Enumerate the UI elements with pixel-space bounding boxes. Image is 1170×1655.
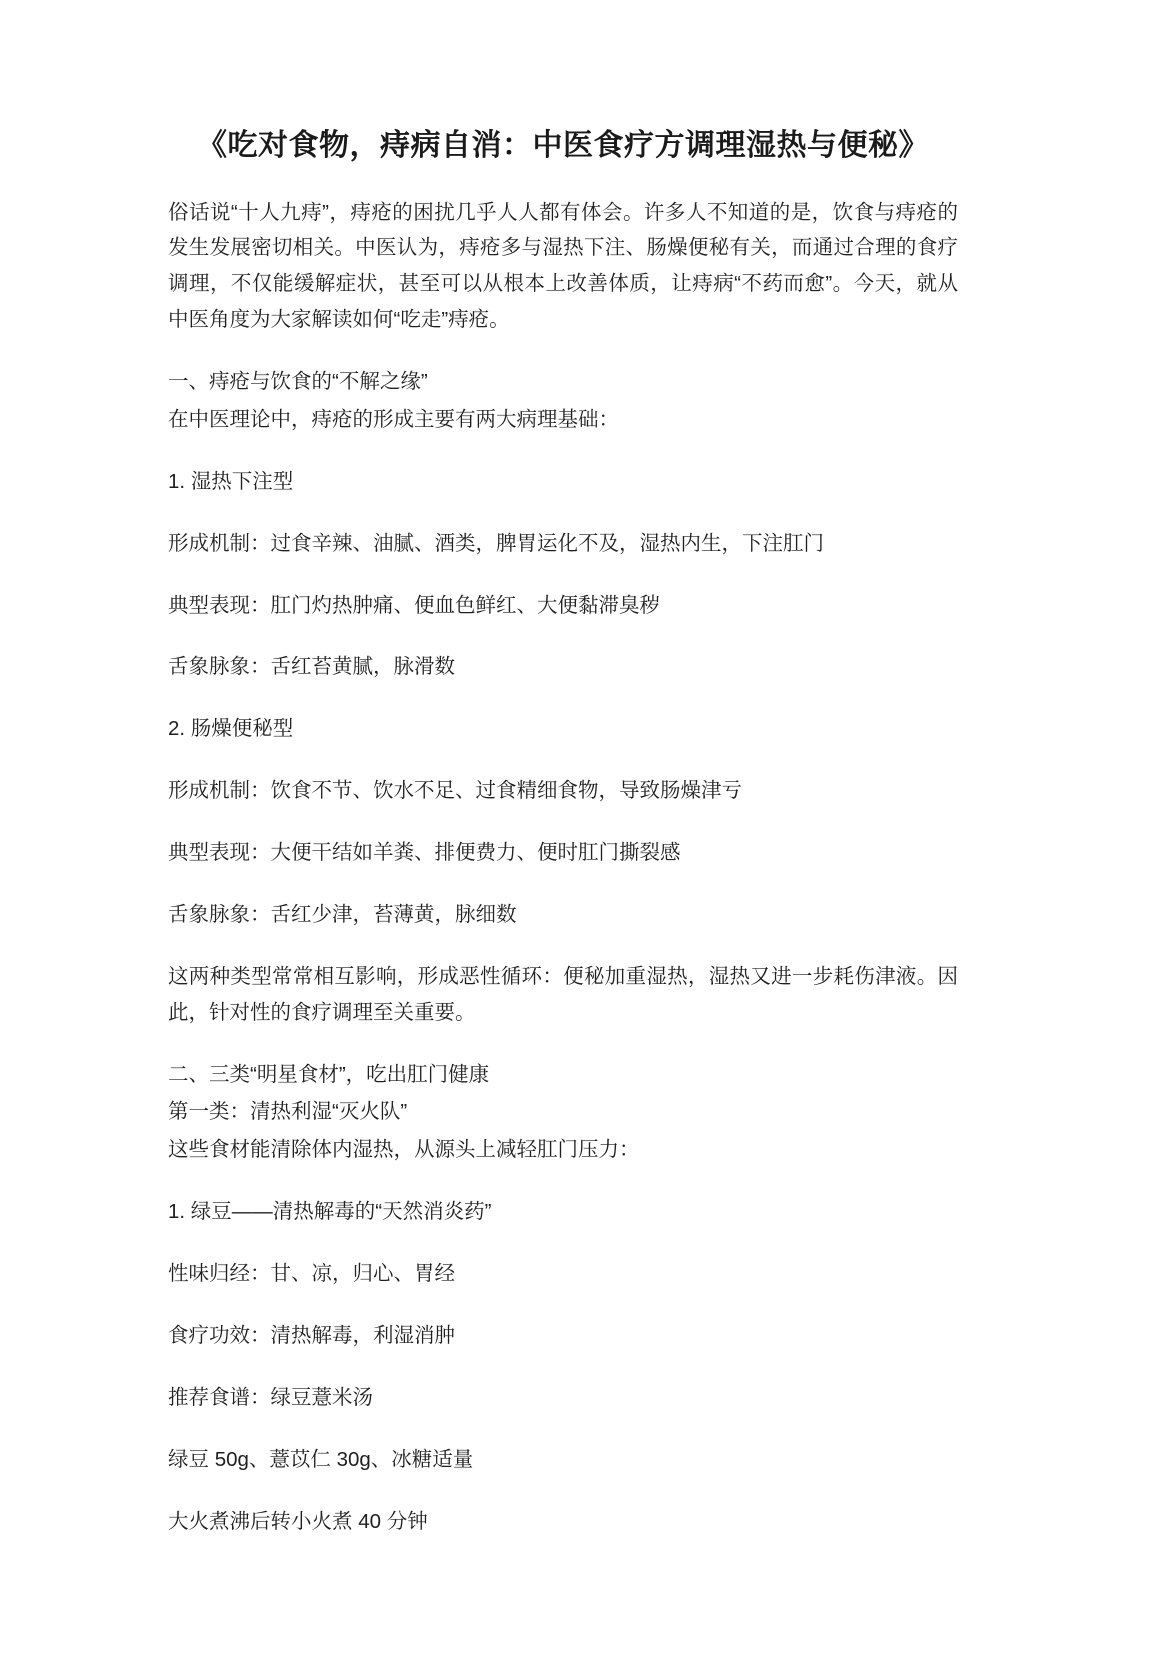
- paragraph-section-2-heading: 二、三类“明星食材”，吃出肛门健康: [168, 1062, 490, 1086]
- paragraph-section-1-lead: 在中医理论中，痔疮的形成主要有两大病理基础：: [168, 407, 619, 431]
- paragraph-section-2-sub1: 第一类：清热利湿“灭火队”: [168, 1100, 408, 1124]
- page-title: 《吃对食物，痔病自消：中医食疗方调理湿热与便秘》: [197, 129, 929, 162]
- paragraph-container: [168, 195, 958, 1540]
- paragraph-type-1-mechanism: 形成机制：过食辛辣、油腻、酒类，脾胃运化不及，湿热内生，下注肛门: [168, 531, 824, 555]
- paragraph-type-2-heading: 2. 肠燥便秘型: [168, 717, 294, 741]
- paragraph-intro: 俗话说“十人九痔”，痔疮的困扰几乎人人都有体会。许多人不知道的是，饮食与痔疮的发生发展密切相关。中医认为，痔疮多与湿热下注、肠燥便秘有关，而通过合理的食疗调理，不仅能缓解症状，甚至可以从根本上改善体质，让痔病“不药而愈”。今天，就从中医角度为大家解读如何“吃走”痔疮。: [168, 200, 958, 332]
- paragraph-section-2-sub1-lead: 这些食材能清除体内湿热，从源头上减轻肛门压力：: [168, 1138, 640, 1162]
- paragraph-food-1-nature: 性味归经：甘、凉，归心、胃经: [168, 1262, 455, 1285]
- paragraph-food-1-method: 大火煮沸后转小火煮 40 分钟: [168, 1509, 428, 1533]
- paragraph-section-1-heading: 一、痔疮与饮食的“不解之缘”: [168, 370, 428, 393]
- paragraph-type-1-symptoms: 典型表现：肛门灼热肿痛、便血色鲜红、大便黏滞臭秽: [168, 593, 660, 617]
- paragraph-type-2-mechanism: 形成机制：饮食不节、饮水不足、过食精细食物，导致肠燥津亏: [168, 779, 742, 803]
- paragraph-food-1-recipe: 推荐食谱：绿豆薏米汤: [168, 1385, 373, 1409]
- paragraph-type-1-tongue: 舌象脉象：舌红苔黄腻，脉滑数: [168, 655, 455, 679]
- paragraph-food-1-heading: 1. 绿豆——清热解毒的“天然消炎药”: [168, 1200, 492, 1224]
- paragraph-type-1-heading: 1. 湿热下注型: [168, 469, 294, 493]
- paragraph-summary: 这两种类型常常相互影响，形成恶性循环：便秘加重湿热，湿热又进一步耗伤津液。因此，针对性的食疗调理至关重要。: [168, 964, 958, 1024]
- paragraph-type-2-symptoms: 典型表现：大便干结如羊粪、排便费力、便时肛门撕裂感: [168, 841, 681, 864]
- paragraph-food-1-ingredients: 绿豆 50g、薏苡仁 30g、冰糖适量: [168, 1447, 474, 1471]
- paragraph-food-1-effect: 食疗功效：清热解毒，利湿消肿: [168, 1323, 455, 1347]
- document-body: [168, 126, 958, 1565]
- paragraph-type-2-tongue: 舌象脉象：舌红少津，苔薄黄，脉细数: [168, 902, 517, 926]
